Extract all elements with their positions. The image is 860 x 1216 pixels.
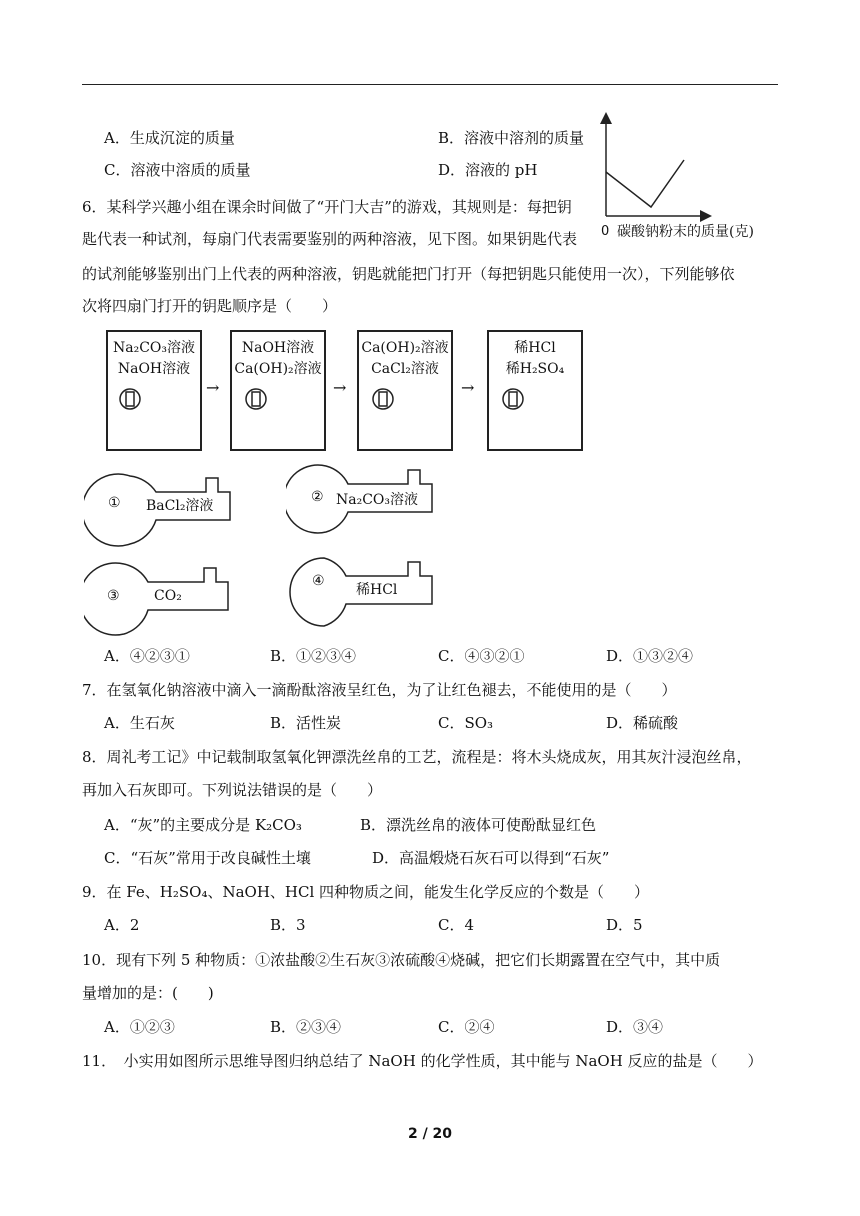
q8-option-c: C．“石灰”常用于改良碱性土壤 <box>104 849 311 867</box>
q8-option-b: B．漂洗丝帛的液体可使酚酞显红色 <box>360 816 597 834</box>
door-4-handle-icon <box>501 387 525 411</box>
q10-stem-line1: 10．现有下列 5 种物质：①浓盐酸②生石灰③浓硫酸④烧碱，把它们长期露置在空气中，其中质 <box>82 951 721 969</box>
arrow-icon: → <box>333 378 347 397</box>
q5-option-c: C．溶液中溶质的质量 <box>104 161 251 179</box>
q11-stem: 11． 小实用如图所示思维导图归纳总结了 NaOH 的化学性质，其中能与 NaOH 反应的盐是（ ） <box>82 1052 763 1070</box>
q7-option-a: A．生石灰 <box>104 714 175 732</box>
door-1-handle-icon <box>118 387 142 411</box>
q6-stem-line1: 6．某科学兴趣小组在课余时间做了“开门大吉”的游戏，其规则是：每把钥 <box>82 198 572 216</box>
q6-option-c: C．④③②① <box>438 647 525 665</box>
q10-option-b: B．②③④ <box>270 1018 342 1036</box>
door-3-solution-a: Ca(OH)₂溶液 <box>361 340 449 356</box>
key-3-number: ③ <box>107 588 120 604</box>
q7-stem: 7．在氢氧化钠溶液中滴入一滴酚酞溶液呈红色，为了让红色褪去，不能使用的是（ ） <box>82 681 677 699</box>
q10-option-d: D．③④ <box>606 1018 664 1036</box>
door-1-solution-a: Na₂CO₃溶液 <box>112 340 195 356</box>
door-2 <box>230 330 326 451</box>
door-2-handle-icon <box>244 387 268 411</box>
key-1-label: BaCl₂溶液 <box>146 498 214 514</box>
q8-option-d: D．高温煅烧石灰石可以得到“石灰” <box>372 849 610 867</box>
graph-x-label: 碳酸钠粉末的质量(克) <box>617 224 754 240</box>
graph-origin-label: 0 <box>601 224 610 239</box>
q9-stem: 9．在 Fe、H₂SO₄、NaOH、HCl 四种物质之间，能发生化学反应的个数是（ ） <box>82 883 650 901</box>
door-2-solution-b: Ca(OH)₂溶液 <box>234 361 322 377</box>
key-4-number: ④ <box>312 573 325 589</box>
key-4-label: 稀HCl <box>356 582 398 598</box>
door-2-solution-a: NaOH溶液 <box>241 340 315 356</box>
q7-option-c: C．SO₃ <box>438 714 494 732</box>
q5-option-a: A．生成沉淀的质量 <box>104 129 235 147</box>
door-3-solution-b: CaCl₂溶液 <box>371 361 439 377</box>
q8-option-a: A．“灰”的主要成分是 K₂CO₃ <box>104 816 302 834</box>
arrow-icon: → <box>206 378 220 397</box>
q6-stem-line2: 匙代表一种试剂，每扇门代表需要鉴别的两种溶液，见下图。如果钥匙代表 <box>82 230 578 248</box>
q8-stem-line1: 8．周礼考工记》中记载制取氢氧化钾漂洗丝帛的工艺，流程是：将木头烧成灰，用其灰汁浸泡丝帛， <box>82 748 752 766</box>
q6-option-d: D．①③②④ <box>606 647 694 665</box>
q10-option-a: A．①②③ <box>104 1018 175 1036</box>
q10-option-c: C．②④ <box>438 1018 495 1036</box>
door-3-handle-icon <box>371 387 395 411</box>
q9-option-a: A．2 <box>104 916 140 934</box>
door-1-solution-b: NaOH溶液 <box>117 361 191 377</box>
door-4 <box>487 330 583 451</box>
header-rule <box>82 84 778 85</box>
door-1 <box>106 330 202 451</box>
door-4-solution-a: 稀HCl <box>514 340 556 356</box>
q9-option-d: D．5 <box>606 916 643 934</box>
q9-option-b: B．3 <box>270 916 306 934</box>
q6-option-b: B．①②③④ <box>270 647 357 665</box>
door-4-solution-b: 稀H₂SO₄ <box>505 361 565 377</box>
graph-curve <box>606 160 684 207</box>
key-3-label: CO₂ <box>154 588 182 604</box>
arrow-icon: → <box>461 378 475 397</box>
q6-option-a: A．④②③① <box>104 647 190 665</box>
q5-option-d: D．溶液的 pH <box>438 161 538 179</box>
q8-stem-line2: 再加入石灰即可。下列说法错误的是（ ） <box>82 781 383 799</box>
page-number: 2 / 20 <box>407 1126 453 1142</box>
key-2-label: Na₂CO₃溶液 <box>336 492 419 508</box>
q9-option-c: C．4 <box>438 916 475 934</box>
q5-option-b: B．溶液中溶剂的质量 <box>438 129 585 147</box>
q7-option-b: B．活性炭 <box>270 714 342 732</box>
key-2-number: ② <box>311 489 324 505</box>
q10-stem-line2: 量增加的是：( ) <box>82 984 214 1002</box>
q6-stem-line4: 次将四扇门打开的钥匙顺序是（ ） <box>82 297 338 315</box>
q6-stem-line3: 的试剂能够鉴别出门上代表的两种溶液，钥匙就能把门打开（每把钥匙只能使用一次），下列能够依 <box>82 265 735 283</box>
key-1-number: ① <box>108 495 121 511</box>
q7-option-d: D．稀硫酸 <box>606 714 679 732</box>
door-3 <box>357 330 453 451</box>
